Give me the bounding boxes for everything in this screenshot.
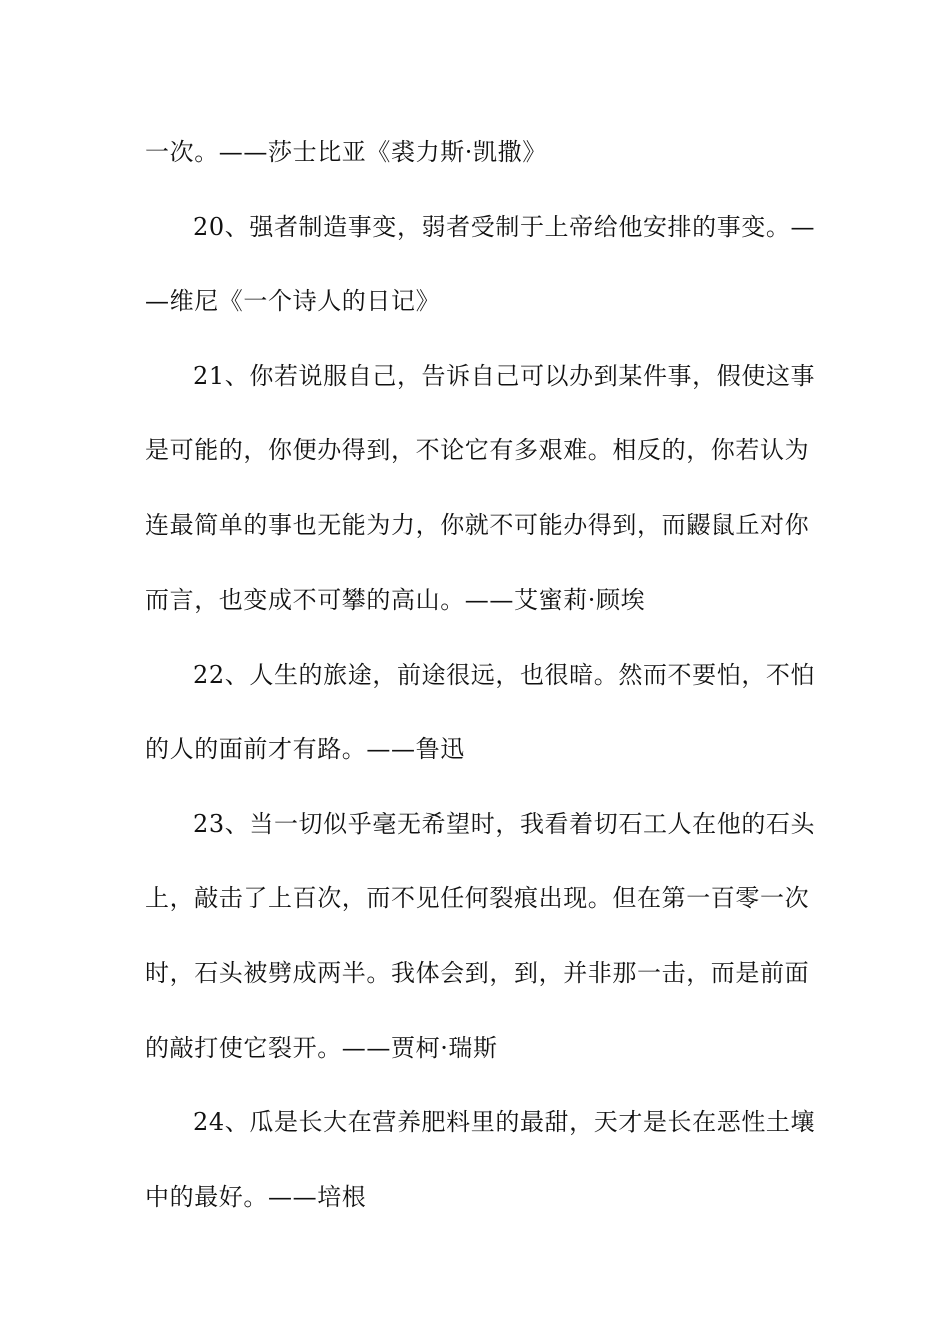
quote-23-line-3: 时，石头被劈成两半。我体会到，到，并非那一击，而是前面 [145,959,810,987]
quote-23-line-2: 上，敲击了上百次，而不见任何裂痕出现。但在第一百零一次 [145,884,810,912]
quote-24-line-1: 24、瓜是长大在营养肥料里的最甜，天才是长在恶性土壤 [193,1108,816,1136]
quote-23-line-1: 23、当一切似乎毫无希望时，我看着切石工人在他的石头 [193,810,816,838]
quote-21-line-3: 连最简单的事也无能为力，你就不可能办得到，而鼹鼠丘对你 [145,511,810,539]
quote-22-line-2: 的人的面前才有路。——鲁迅 [145,735,465,763]
quote-20-line-2: —维尼《一个诗人的日记》 [145,287,441,315]
quote-22-line-1: 22、人生的旅途，前途很远，也很暗。然而不要怕，不怕 [193,661,816,689]
quote-21-line-4: 而言，也变成不可攀的高山。——艾蜜莉·顾埃 [145,586,646,614]
quote-20-line-1: 20、强者制造事变，弱者受制于上帝给他安排的事变。— [193,213,816,241]
quote-24-line-2: 中的最好。——培根 [145,1183,367,1211]
quote-21-line-2: 是可能的，你便办得到，不论它有多艰难。相反的，你若认为 [145,436,810,464]
quote-21-line-1: 21、你若说服自己，告诉自己可以办到某件事，假使这事 [193,362,816,390]
quote-23-line-4: 的敲打使它裂开。——贾柯·瑞斯 [145,1034,498,1062]
text-line: 一次。——莎士比亚《裘力斯·凯撒》 [145,138,547,166]
